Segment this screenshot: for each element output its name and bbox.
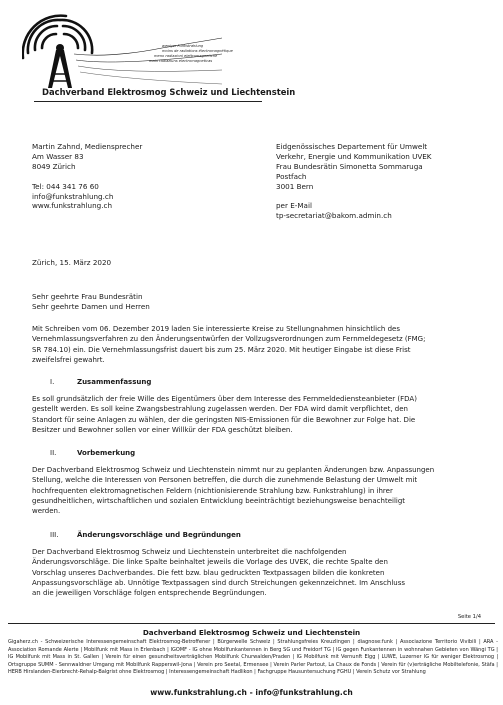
recipient-line: Frau Bundesrätin Simonetta Sommaruga — [276, 161, 423, 171]
paragraph-line: Standort für seine Anlagen zu wählen, der die geringsten NIS-Emissionen für die Bewohner zur Folge hat. Die — [32, 415, 416, 424]
sender-line: 8049 Zürich — [32, 161, 76, 171]
recipient-line: 3001 Bern — [276, 181, 314, 191]
section-number: I. — [50, 378, 55, 386]
sender-website[interactable]: www.funkstrahlung.ch — [32, 201, 113, 211]
sender-line: Am Wasser 83 — [32, 151, 84, 161]
recipient-line — [276, 192, 432, 202]
recipient-email[interactable]: tp-secretariat@bakom.admin.ch — [276, 211, 392, 221]
footer-title: Dachverband Elektrosmog Schweiz und Liechtenstein — [142, 628, 361, 637]
sender-phone: Tel: 044 341 76 60 — [32, 181, 99, 191]
paragraph-line: werden. — [32, 507, 61, 516]
footer-rule — [8, 623, 495, 624]
paragraph-line: Der Dachverband Elektrosmog Schweiz und Liechtenstein unterbreitet die nachfolgenden — [32, 548, 347, 556]
letterhead-rule — [34, 101, 262, 102]
recipient-line: Verkehr, Energie und Kommunikation UVEK — [276, 151, 432, 161]
paragraph-line: SR 784.10) ein. Die Vernehmlassungsfrist dauert bis zum 25. März 2020. Mit heutiger Eingabe ist diese Frist — [32, 345, 411, 354]
recipient-address — [276, 142, 432, 221]
tagline-it: meno radiazioni elettromagnetiche — [154, 54, 218, 58]
sender-line: Martin Zahnd, Mediensprecher — [32, 142, 143, 151]
sender-email[interactable]: info@funkstrahlung.ch — [32, 191, 114, 201]
section-title: Änderungsvorschläge und Begründungen — [77, 531, 241, 539]
salutation-line: Sehr geehrte Damen und Herren — [32, 301, 150, 311]
preliminary-paragraph — [32, 465, 434, 516]
recipient-line: Postfach — [276, 171, 307, 181]
paragraph-line: Vorschlag unseres Dachverbandes. Die fett bzw. blau gedruckten Textpassagen bilden die konkreten — [32, 568, 385, 577]
footer-member-list: Gigaherz.ch - Schweizerische Interessengemeinschaft Elektrosmog-Betroffener | Bürgerwelle Schweiz | Strahlungsfreies Kreuzlingen | diagnose:funk | Associazione Territorio Vivibili | ARA - Association Romande Alerte | Mobilfunk mit Mass in Erlenbach | IGOMF - IG ohne Mobilfunkantennen in Berg SG und Freidorf TG | IG gegen Funkantennen in wohnnahen Gebieten von Wängi TG | IG Mobilfunk mit Mass in St. Gallen | Verein für einen gesundheitsverträglichen Mobilfunk Churwalden/Praden | IG Mobilfunk mit Vernunft Elgg | LUWE, Luzerner IG für weniger Elektrosmog | Ortsgruppe SUMM - Sennwaldner Umgang mit Mobilfunk Rapperswil-Jona | Verein pro Seetal, Ermensee | Verein Parler Partout, La Chaux de Fonds | Verein für (v)erträgliche Mobiltelefonie, Stäfa | HERB Hirslanden-Eierbrecht-Rehalp-Balgrist ohne Elektrosmog | Interessengemeinschaft Hadlikon | Fachgruppe Hausuntersuchung FGHU | Verein Schutz vor Strahlung — [8, 639, 498, 675]
page-number: Seite 1/4 — [457, 614, 481, 620]
paragraph-line: gesundheitlichen, wirtschaftlichen und sozialen Entwicklung beeinträchtigt beziehungsweise benachteiligt — [32, 496, 406, 505]
paragraph-line: Der Dachverband Elektrosmog Schweiz und Liechtenstein nimmt nur zu geplanten Änderungen bzw. Anpassungen — [32, 466, 435, 474]
section-number: III. — [50, 531, 59, 539]
section-title: Zusammenfassung — [77, 378, 152, 386]
intro-paragraph — [32, 324, 425, 365]
paragraph-line: Besitzer und Bewohner sollen vor einer Willkür der FDA geschützt bleiben. — [32, 425, 293, 434]
tagline-de: weniger Funkstrahlung — [162, 44, 204, 48]
letter-date: Zürich, 15. März 2020 — [32, 258, 112, 267]
recipient-line: per E-Mail — [276, 201, 312, 211]
paragraph-line: gestellt werden. Es soll keine Zwangsbestrahlung zugelassen werden. Der FDA wird damit verpflichtet, den — [32, 405, 408, 414]
paragraph-line: Stellung, welche die Interessen von Personen betreffen, die durch die zunehmende Belastung der Umwelt mit — [32, 476, 418, 485]
tagline-fr: moins de radiations électromagnétique — [162, 49, 233, 53]
paragraph-line: zweifelsfrei gewahrt. — [32, 355, 105, 364]
section-number: II. — [50, 449, 57, 457]
paragraph-line: Mit Schreiben vom 06. Dezember 2019 laden Sie interessierte Kreise zu Stellungnahmen hinsichtlich des — [32, 325, 400, 333]
sender-address — [32, 142, 142, 211]
letterhead-title: Dachverband Elektrosmog Schweiz und Liechtenstein — [42, 87, 296, 97]
paragraph-line: Vernehmlassungsverfahren zu den Änderungsentwürfen der Vollzugsverordnungen zum Fernmeldegesetz (FMG; — [32, 335, 426, 344]
summary-paragraph — [32, 394, 417, 435]
paragraph-line: Anpassungsvorschläge ab. Unnötige Textpassagen sind durch Streichungen gekennzeichnet. Im Anschluss — [32, 578, 406, 587]
footer-links[interactable]: www.funkstrahlung.ch - info@funkstrahlung.ch — [150, 688, 353, 697]
paragraph-line: hochfrequenten elektromagnetischen Feldern (nichtionisierende Strahlung bzw. Funkstrahlung) in ihrer — [32, 486, 393, 495]
section-title: Vorbemerkung — [77, 449, 136, 457]
salutation — [32, 292, 150, 312]
recipient-line: Eidgenössisches Departement für Umwelt — [276, 142, 428, 151]
paragraph-line: Es soll grundsätzlich der freie Wille des Eigentümers über dem Interesse des Fernmeldediensteanbieter (FDA) — [32, 395, 417, 403]
paragraph-line: Änderungsvorschläge. Die linke Spalte beinhaltet jeweils die Vorlage des UVEK, die rechte Spalte den — [32, 558, 388, 567]
sender-line — [32, 172, 142, 182]
salutation-line: Sehr geehrte Frau Bundesrätin — [32, 292, 143, 301]
section-heading — [50, 531, 241, 539]
tagline-rm: main radiaziuns electromagneticas — [149, 59, 213, 63]
section-heading — [50, 378, 151, 386]
proposals-paragraph — [32, 547, 405, 598]
paragraph-line: an die jeweiligen Vorschläge folgen entsprechende Begründungen. — [32, 589, 267, 598]
section-heading — [50, 449, 135, 457]
